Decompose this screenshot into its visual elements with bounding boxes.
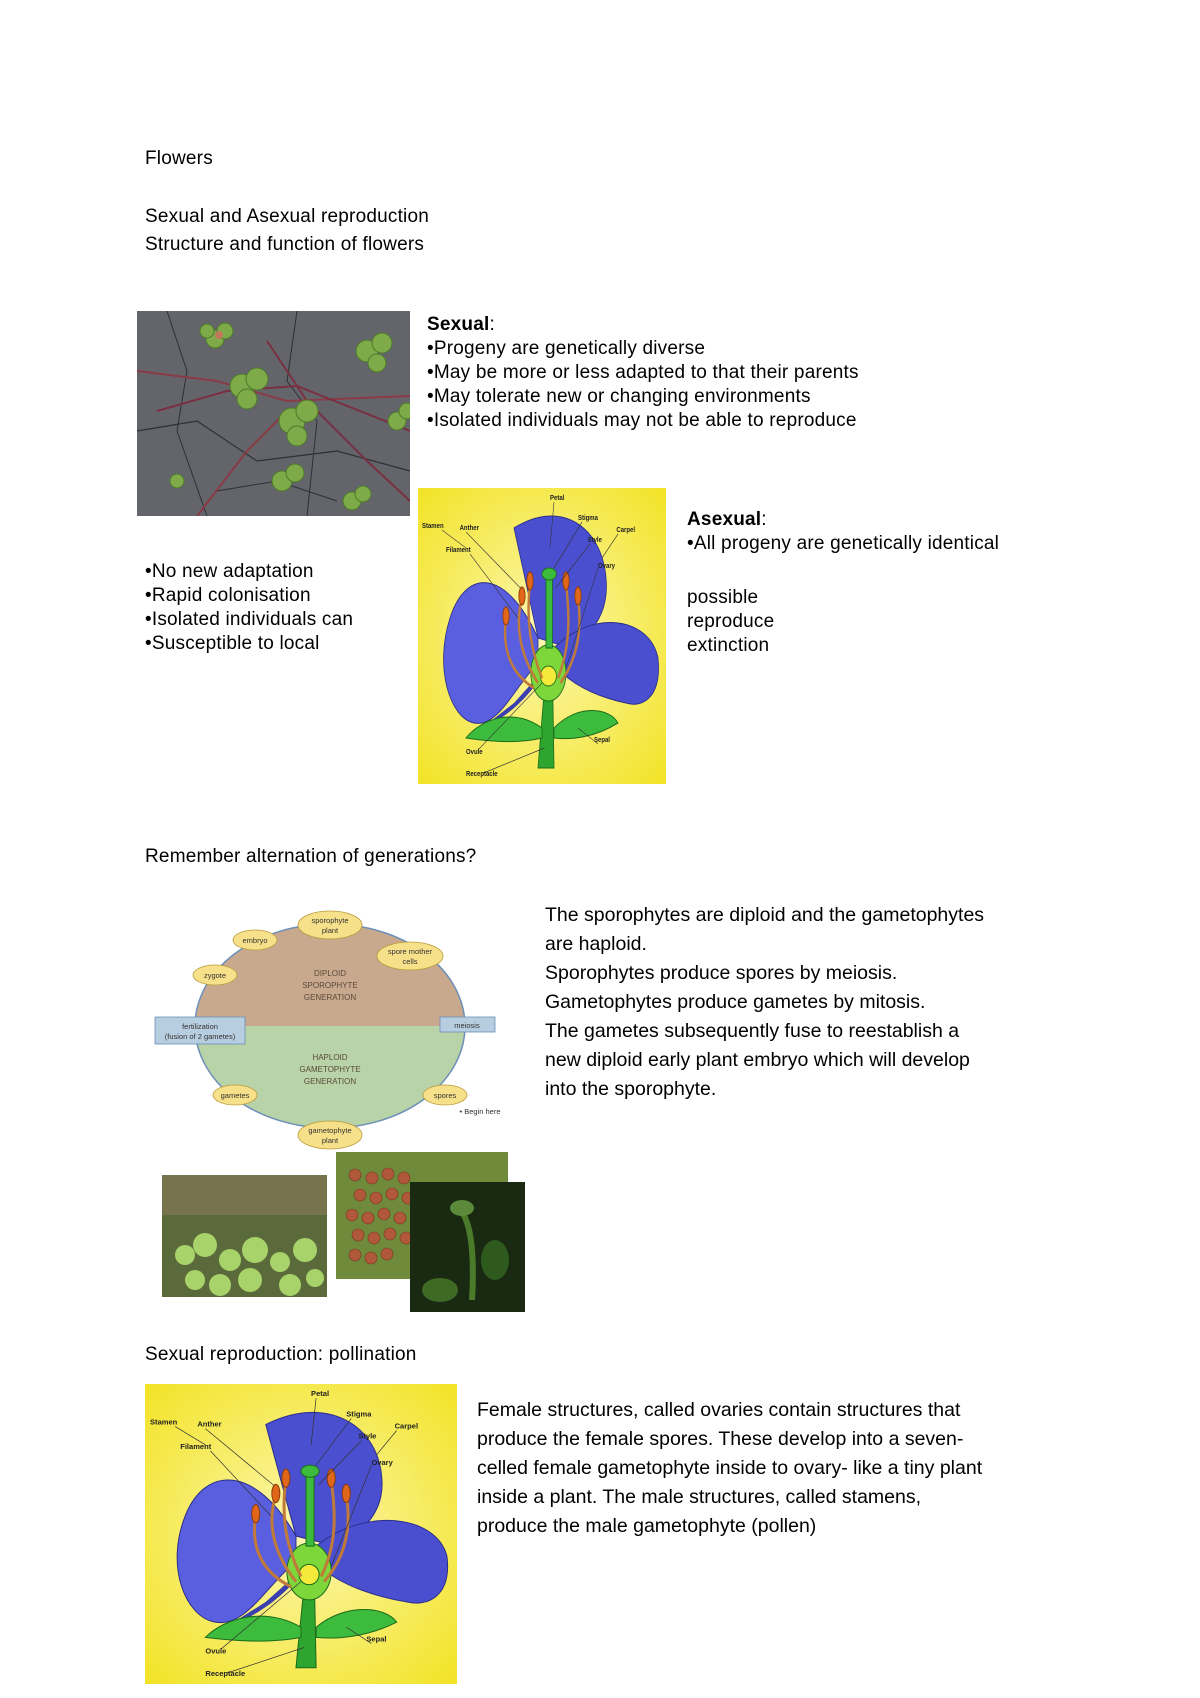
pollination-paragraph [477, 1396, 982, 1541]
label-filament: Filament [180, 1441, 212, 1451]
asexual-right-items [687, 586, 774, 658]
label-style: Style [358, 1431, 377, 1441]
label-ovule: Ovule [466, 748, 483, 757]
pollination-line: Female structures, called ovaries contain structures that [477, 1399, 961, 1421]
label-sepal: Sepal [366, 1634, 387, 1644]
label-ovule: Ovule [205, 1646, 227, 1656]
topic-2: Structure and function of flowers [145, 234, 425, 255]
label-filament: Filament [446, 546, 471, 555]
sexual-item: •Isolated individuals may not be able to reproduce [427, 410, 857, 431]
asexual-right-item: possible [687, 587, 759, 608]
sporophyte-gen-label: SPOROPHYTE [302, 981, 358, 990]
alternation-line: The gametes subsequently fuse to reestablish a [545, 1020, 960, 1042]
node-sporophyte-2: plant [321, 926, 339, 935]
label-ovary: Ovary [371, 1458, 393, 1468]
sexual-block: Sexual: •Progeny are genetically diverse •May be more or less adapted to that their parents •May tolerate new or changing environments •Isolated individuals may not be able to reproduce [427, 314, 859, 431]
pollination-line: inside a plant. The male structures, called stamens, [477, 1486, 922, 1508]
gametophyte-gen-label: GAMETOPHYTE [299, 1065, 361, 1074]
alternation-line: Gametophytes produce gametes by mitosis. [545, 991, 926, 1013]
alternation-paragraph [545, 901, 984, 1104]
label-stigma: Stigma [578, 514, 598, 523]
sexual-item: •May be more or less adapted to that their parents [427, 362, 859, 383]
haploid-label: HAPLOID [312, 1053, 348, 1062]
label-stigma: Stigma [346, 1409, 372, 1419]
flower-structure-diagram-2 [145, 1384, 457, 1684]
pollination-line: produce the male gametophyte (pollen) [477, 1515, 817, 1537]
label-receptacle: Receptacle [466, 770, 498, 779]
label-carpel: Carpel [616, 526, 636, 535]
alternation-line: are haploid. [545, 933, 647, 955]
label-petal: Petal [550, 494, 565, 503]
asexual-right-item: extinction [687, 635, 770, 656]
pollination-line: celled female gametophyte inside to ovary- like a tiny plant [477, 1457, 983, 1479]
node-gametophyte: gametophyte [308, 1126, 352, 1135]
pollination-line: produce the female spores. These develop into a seven- [477, 1428, 964, 1450]
asexual-left-item: •No new adaptation [145, 561, 314, 582]
alternation-line: new diploid early plant embryo which will develop [545, 1049, 970, 1071]
label-ovary: Ovary [598, 562, 615, 571]
alternation-heading: Remember alternation of generations? [145, 846, 477, 867]
node-embryo: embryo [242, 936, 268, 945]
label-stamen: Stamen [150, 1417, 178, 1427]
asexual-left-item: •Rapid colonisation [145, 585, 311, 606]
label-anther: Anther [459, 524, 479, 533]
node-zygote: zygote [203, 971, 227, 980]
label-receptacle: Receptacle [205, 1668, 246, 1678]
asexual-left-item: •Isolated individuals can [145, 609, 354, 630]
node-spores: spores [433, 1091, 457, 1100]
node-meiosis: meiosis [454, 1021, 480, 1030]
asexual-left-items [145, 560, 353, 656]
generation-label-top: GENERATION [303, 993, 357, 1002]
generation-label-bottom: GENERATION [303, 1077, 357, 1086]
asexual-block: Asexual: •All progeny are genetically identical [687, 509, 1000, 554]
node-gametophyte-2: plant [321, 1136, 339, 1145]
alternation-line: The sporophytes are diploid and the gametophytes [545, 904, 985, 926]
node-fertilization-2: (fusion of 2 gametes) [164, 1032, 236, 1041]
label-stamen: Stamen [422, 522, 444, 531]
label-style: Style [587, 536, 602, 545]
topic-1: Sexual and Asexual reproduction [145, 206, 430, 227]
pollination-heading: Sexual reproduction: pollination [145, 1344, 417, 1365]
label-sepal: Sepal [594, 736, 610, 745]
alternation-line: into the sporophyte. [545, 1078, 717, 1100]
strawberry-runners-photo [137, 311, 410, 516]
diploid-label: DIPLOID [313, 969, 347, 978]
page-title: Flowers [145, 148, 213, 169]
plant-photo-collage [160, 1150, 530, 1315]
sexual-item: •May tolerate new or changing environments [427, 386, 811, 407]
label-carpel: Carpel [394, 1421, 419, 1431]
sexual-heading: Sexual [427, 314, 490, 335]
node-gametes: gametes [220, 1091, 250, 1100]
node-spore-mother-2: cells [402, 957, 418, 966]
label-anther: Anther [197, 1419, 222, 1429]
node-sporophyte: sporophyte [311, 916, 349, 925]
asexual-heading: Asexual [687, 509, 762, 530]
node-spore-mother: spore mother [387, 947, 433, 956]
alternation-cycle-diagram [140, 900, 520, 1150]
asexual-item: •All progeny are genetically identical [687, 533, 1000, 554]
asexual-right-item: reproduce [687, 611, 775, 632]
alternation-line: Sporophytes produce spores by meiosis. [545, 962, 898, 984]
node-fertilization: fertilization [182, 1022, 218, 1031]
asexual-left-item: •Susceptible to local [145, 633, 320, 654]
sexual-item: •Progeny are genetically diverse [427, 338, 706, 359]
label-petal: Petal [311, 1389, 330, 1399]
begin-here-note: • Begin here [459, 1107, 501, 1116]
flower-structure-diagram [418, 488, 666, 784]
